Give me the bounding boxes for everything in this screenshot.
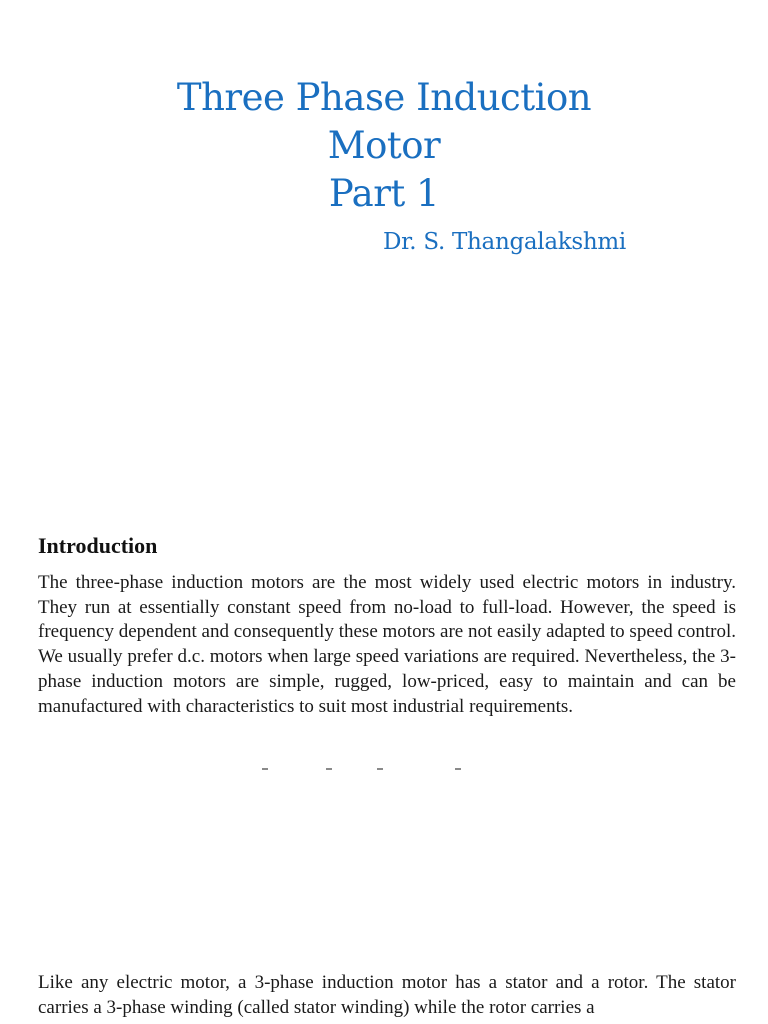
- title-line-1: Three Phase Induction: [176, 76, 592, 119]
- section-heading-introduction: Introduction: [38, 533, 158, 558]
- author-name: Dr. S. Thangalakshmi: [383, 229, 626, 255]
- title-line-2: Motor: [327, 124, 441, 167]
- stator-rotor-paragraph: Like any electric motor, a 3-phase induction motor has a stator and a rotor. The stator carries a 3-phase winding (called stator winding) while the rotor carries a: [38, 972, 736, 1018]
- scan-mark: [326, 768, 332, 770]
- scan-mark: [262, 768, 268, 770]
- document-title: [0, 74, 768, 218]
- title-line-3: Part 1: [328, 172, 440, 215]
- scan-artifact-marks: [0, 768, 768, 772]
- scan-mark: [377, 768, 383, 770]
- scan-mark: [455, 768, 461, 770]
- introduction-paragraph: The three-phase induction motors are the most widely used electric motors in industry. They run at essentially constant speed from no-load to full-load. However, the speed is frequency dependent and consequently these motors are not easily adapted to speed control. We usually prefer d.c. motors when large speed variations are required. Nevertheless, the 3-phase induction motors are simple, rugged, low-priced, easy to maintain and can be manufactured with characteristics to suit most industrial requirements.: [38, 572, 737, 717]
